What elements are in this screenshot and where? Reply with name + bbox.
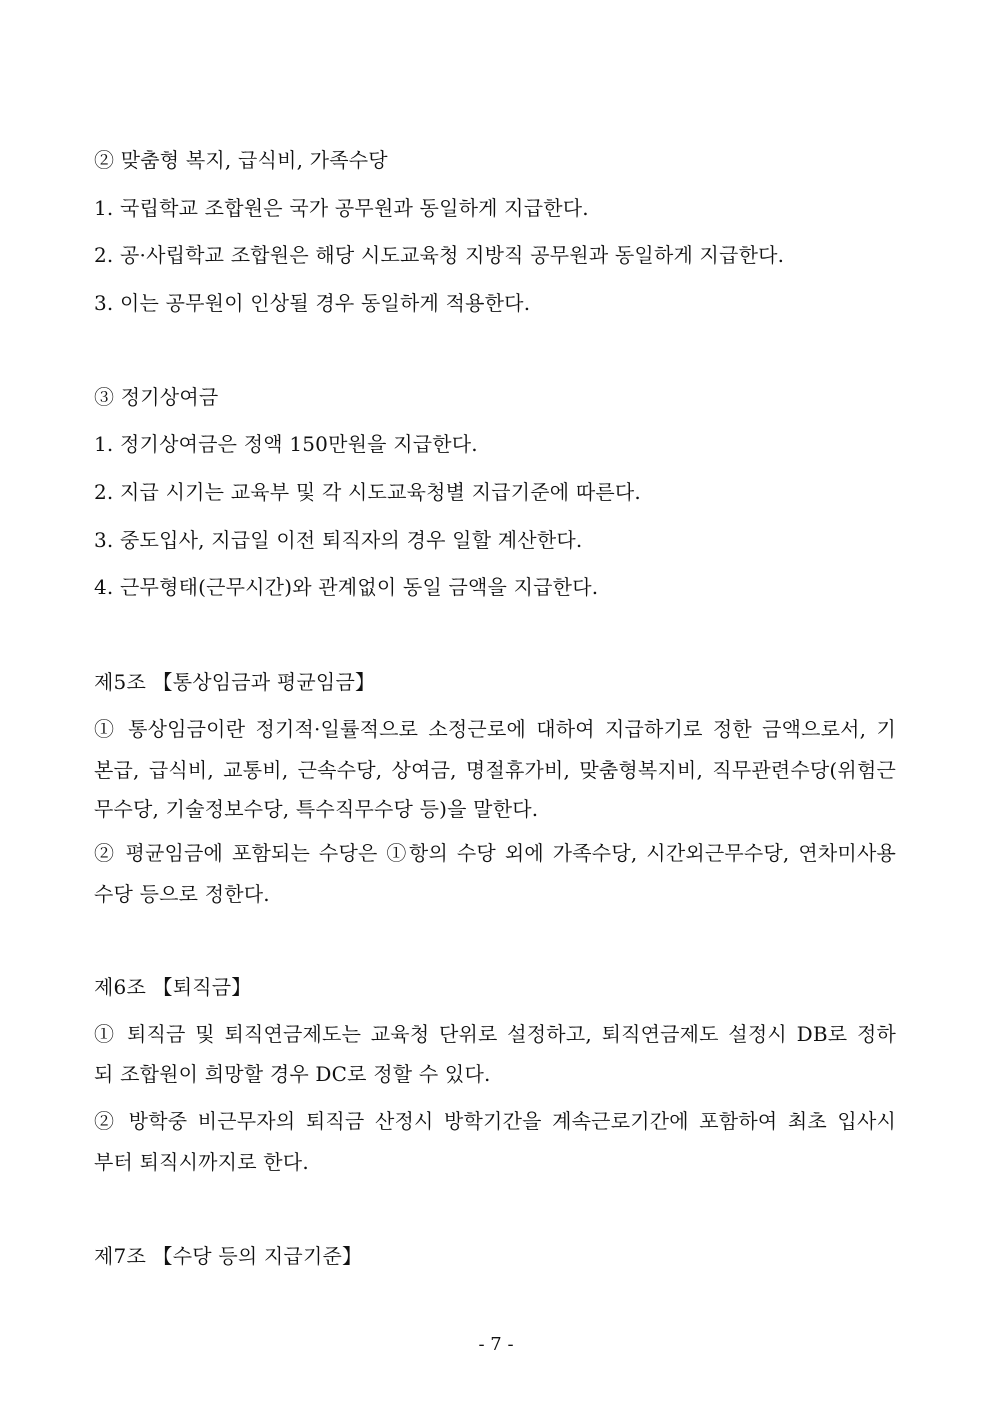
- page-number: - 7 -: [478, 1334, 514, 1355]
- article-5-paragraph-2-line-2: 수당 등으로 정한다.: [94, 882, 270, 906]
- section-2-item-1: 1. 국립학교 조합원은 국가 공무원과 동일하게 지급한다.: [94, 196, 589, 220]
- article-6-paragraph-1-line-1: ① 퇴직금 및 퇴직연금제도는 교육청 단위로 설정하고, 퇴직연금제도 설정시 DB로 정하: [94, 1022, 896, 1046]
- section-3-item-1: 1. 정기상여금은 정액 150만원을 지급한다.: [94, 432, 478, 456]
- section-3-item-2: 2. 지급 시기는 교육부 및 각 시도교육청별 지급기준에 따른다.: [94, 480, 641, 504]
- section-2-item-2: 2. 공·사립학교 조합원은 해당 시도교육청 지방직 공무원과 동일하게 지급한다.: [94, 243, 785, 267]
- section-2-heading: ② 맞춤형 복지, 급식비, 가족수당: [94, 148, 388, 172]
- article-5-paragraph-2-line-1: ② 평균임금에 포함되는 수당은 ①항의 수당 외에 가족수당, 시간외근무수당, 연차미사용: [94, 841, 896, 865]
- section-3-item-4: 4. 근무형태(근무시간)와 관계없이 동일 금액을 지급한다.: [94, 575, 599, 599]
- article-7-title: 제7조 【수당 등의 지급기준】: [94, 1244, 363, 1268]
- article-5-paragraph-1-line-2: 본급, 급식비, 교통비, 근속수당, 상여금, 명절휴가비, 맞춤형복지비, 직무관련수당(위험근: [94, 758, 896, 782]
- section-3-heading: ③ 정기상여금: [94, 385, 219, 409]
- section-2-item-3: 3. 이는 공무원이 인상될 경우 동일하게 적용한다.: [94, 291, 531, 315]
- article-6-paragraph-2-line-2: 부터 퇴직시까지로 한다.: [94, 1150, 309, 1174]
- article-5-paragraph-1-line-1: ① 통상임금이란 정기적·일률적으로 소정근로에 대하여 지급하기로 정한 금액으로서, 기: [94, 717, 896, 741]
- article-5-paragraph-1-line-3: 무수당, 기술정보수당, 특수직무수당 등)을 말한다.: [94, 797, 539, 821]
- section-3-item-3: 3. 중도입사, 지급일 이전 퇴직자의 경우 일할 계산한다.: [94, 528, 583, 552]
- article-6-paragraph-2-line-1: ② 방학중 비근무자의 퇴직금 산정시 방학기간을 계속근로기간에 포함하여 최초 입사시: [94, 1109, 896, 1133]
- article-6-title: 제6조 【퇴직금】: [94, 975, 252, 999]
- article-5-title: 제5조 【통상임금과 평균임금】: [94, 670, 376, 694]
- article-6-paragraph-1-line-2: 되 조합원이 희망할 경우 DC로 정할 수 있다.: [94, 1062, 491, 1086]
